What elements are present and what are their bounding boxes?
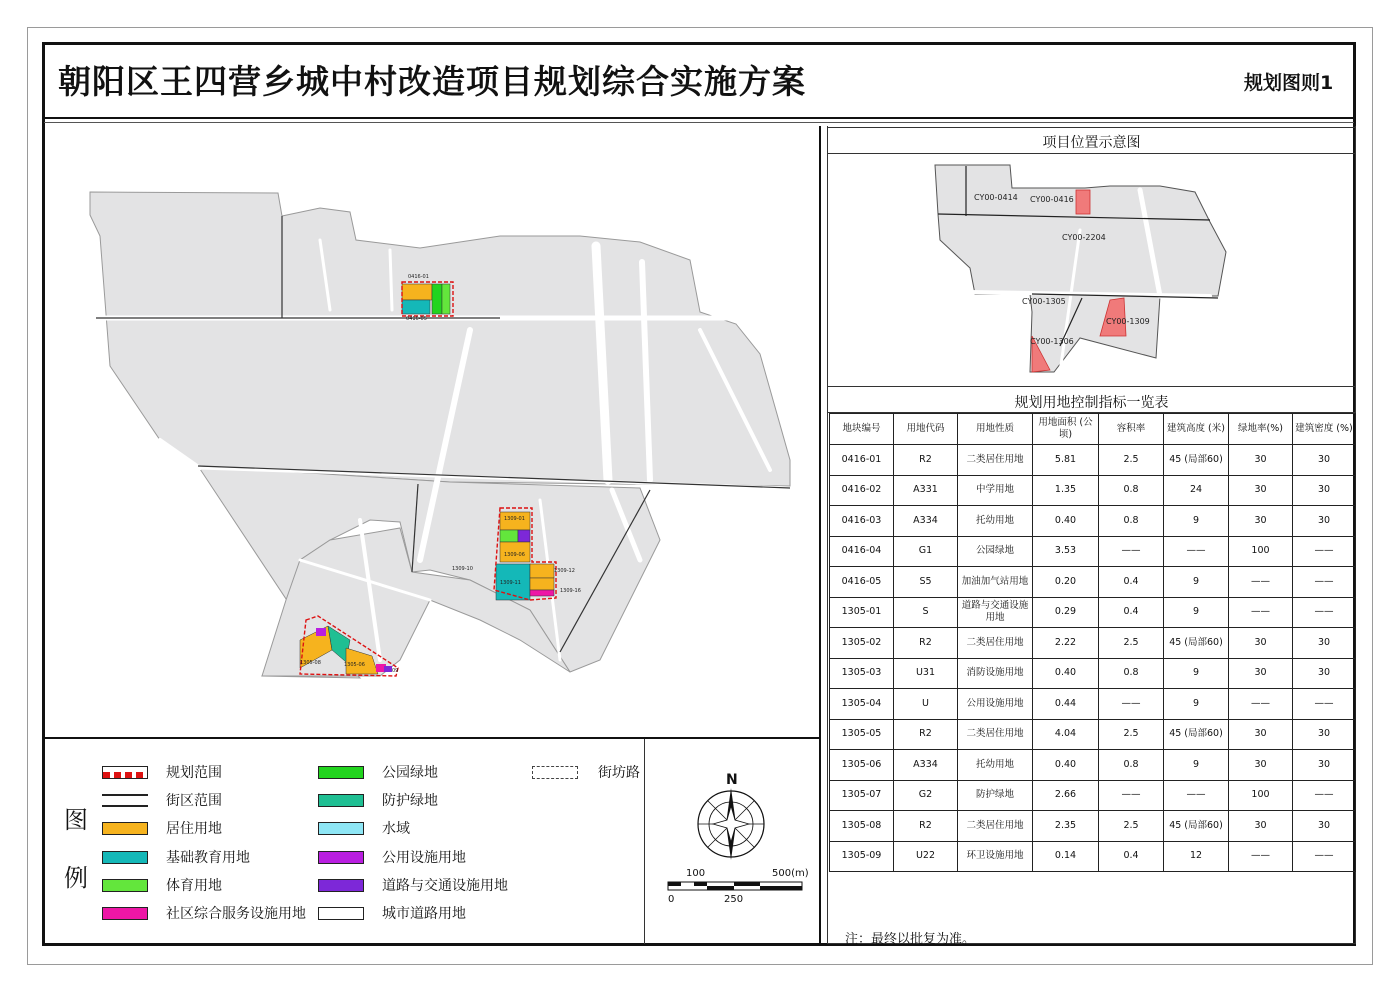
- svg-text:1305-08: 1305-08: [300, 660, 321, 666]
- table-cell: 防护绿地: [958, 780, 1033, 811]
- table-row: [830, 841, 1356, 872]
- table-cell: 环卫设施用地: [958, 841, 1033, 872]
- svg-text:1309-06: 1309-06: [504, 552, 525, 558]
- table-cell: 0.40: [1033, 750, 1099, 781]
- location-map[interactable]: [829, 155, 1355, 385]
- table-cell: 100: [1229, 536, 1293, 567]
- legend-item-utilities: [318, 848, 466, 866]
- color-swatch: [318, 879, 364, 892]
- col-header: 用地代码: [894, 414, 958, 445]
- table-cell: 0416-04: [830, 536, 894, 567]
- table-cell: 0.8: [1099, 475, 1164, 506]
- table-cell: 30: [1293, 750, 1356, 781]
- loc-bottom-line: [828, 386, 1355, 387]
- table-cell: 3.53: [1033, 536, 1099, 567]
- legend-item-planning-boundary: [102, 763, 222, 781]
- table-cell: ——: [1099, 780, 1164, 811]
- map-land-mass: [90, 192, 790, 678]
- table-cell: ——: [1293, 841, 1356, 872]
- color-swatch: [102, 907, 148, 920]
- table-row: [830, 811, 1356, 842]
- table-cell: 2.22: [1033, 628, 1099, 659]
- table-cell: 30: [1293, 811, 1356, 842]
- table-cell: ——: [1293, 597, 1356, 628]
- street-swatch: [532, 766, 578, 779]
- svg-text:0416-05: 0416-05: [406, 316, 427, 322]
- table-cell: ——: [1229, 597, 1293, 628]
- table-cell: 24: [1164, 475, 1229, 506]
- footnote: 注：最终以批复为准。: [845, 932, 976, 947]
- table-cell: 30: [1293, 719, 1356, 750]
- table-row: [830, 475, 1356, 506]
- table-row: [830, 719, 1356, 750]
- table-cell: 2.35: [1033, 811, 1099, 842]
- table-cell: 0.4: [1099, 841, 1164, 872]
- table-cell: 9: [1164, 597, 1229, 628]
- svg-text:1309-01: 1309-01: [504, 516, 525, 522]
- right-panel-left-edge: [827, 126, 828, 944]
- table-row: [830, 597, 1356, 628]
- table-cell: 30: [1229, 506, 1293, 537]
- table-row: [830, 689, 1356, 720]
- table-cell: 9: [1164, 750, 1229, 781]
- table-cell: 30: [1293, 658, 1356, 689]
- dashed-boundary-swatch: [102, 766, 148, 779]
- legend-label: 基础教育用地: [166, 850, 250, 866]
- svg-text:1309-11: 1309-11: [500, 580, 521, 586]
- table-cell: 二类居住用地: [958, 628, 1033, 659]
- table-cell: 5.81: [1033, 445, 1099, 476]
- table-cell: 12: [1164, 841, 1229, 872]
- table-cell: 45 (局部60): [1164, 628, 1229, 659]
- table-cell: 2.5: [1099, 628, 1164, 659]
- table-cell: 4.04: [1033, 719, 1099, 750]
- legend-label: 居住用地: [166, 821, 222, 837]
- table-cell: 0.8: [1099, 506, 1164, 537]
- legend-label: 体育用地: [166, 878, 222, 894]
- table-cell: ——: [1164, 536, 1229, 567]
- table-cell: 公园绿地: [958, 536, 1033, 567]
- table-cell: 45 (局部60): [1164, 445, 1229, 476]
- sheet-label: 规划图则1: [1244, 72, 1334, 94]
- color-swatch: [102, 822, 148, 835]
- table-cell: 1.35: [1033, 475, 1099, 506]
- table-row: [830, 536, 1356, 567]
- location-map-title: 项目位置示意图: [1042, 135, 1141, 151]
- page-title: 朝阳区王四营乡城中村改造项目规划综合实施方案: [58, 62, 806, 101]
- table-cell: 0416-05: [830, 567, 894, 598]
- col-header: 建筑高度 (米): [1164, 414, 1229, 445]
- loc-label-0416: CY00-0416: [1030, 195, 1074, 204]
- table-cell: 9: [1164, 506, 1229, 537]
- north-label: N: [726, 772, 738, 788]
- table-row: [830, 780, 1356, 811]
- legend-label: 规划范围: [166, 765, 222, 781]
- col-header: 容积率: [1099, 414, 1164, 445]
- legend-item-residential: [102, 819, 222, 837]
- table-cell: A331: [894, 475, 958, 506]
- table-cell: 100: [1229, 780, 1293, 811]
- table-cell: R2: [894, 445, 958, 476]
- table-cell: 托幼用地: [958, 506, 1033, 537]
- legend-item-transport: [318, 876, 508, 894]
- color-swatch: [318, 851, 364, 864]
- legend-label: 街坊路: [598, 765, 640, 781]
- table-cell: ——: [1293, 567, 1356, 598]
- svg-text:1309-16: 1309-16: [560, 588, 581, 594]
- table-cell: ——: [1229, 567, 1293, 598]
- table-cell: 0416-03: [830, 506, 894, 537]
- table-cell: 0.14: [1033, 841, 1099, 872]
- table-cell: 0.8: [1099, 658, 1164, 689]
- table-cell: 45 (局部60): [1164, 811, 1229, 842]
- legend-heading-2: 例: [64, 864, 88, 892]
- legend-item-water: [318, 819, 410, 837]
- table-row: [830, 628, 1356, 659]
- color-swatch: [318, 794, 364, 807]
- table-cell: 30: [1229, 445, 1293, 476]
- svg-text:09: 09: [392, 668, 399, 674]
- table-cell: A334: [894, 750, 958, 781]
- legend-item-community: [102, 904, 306, 922]
- table-cell: U22: [894, 841, 958, 872]
- legend-label: 水域: [382, 821, 410, 837]
- table-cell: 托幼用地: [958, 750, 1033, 781]
- table-cell: 0.40: [1033, 506, 1099, 537]
- table-cell: 30: [1293, 445, 1356, 476]
- table-cell: 二类居住用地: [958, 811, 1033, 842]
- table-cell: R2: [894, 628, 958, 659]
- double-line-swatch: [102, 794, 148, 807]
- table-cell: 30: [1229, 475, 1293, 506]
- color-swatch: [318, 766, 364, 779]
- svg-text:1309-12: 1309-12: [554, 568, 575, 574]
- color-swatch: [318, 822, 364, 835]
- table-cell: R2: [894, 719, 958, 750]
- parcels-0416: [402, 282, 453, 316]
- legend-label: 公园绿地: [382, 765, 438, 781]
- table-cell: 1305-04: [830, 689, 894, 720]
- main-planning-map[interactable]: [46, 128, 818, 736]
- title-divider-thin: [44, 122, 1354, 123]
- legend-item-city-road: [318, 904, 466, 922]
- table-cell: 2.66: [1033, 780, 1099, 811]
- table-cell: 道路与交通设施用地: [958, 597, 1033, 628]
- legend-item-park: [318, 763, 438, 781]
- table-cell: S: [894, 597, 958, 628]
- legend-label: 道路与交通设施用地: [382, 878, 508, 894]
- svg-text:0416-01: 0416-01: [408, 274, 429, 280]
- table-cell: ——: [1229, 689, 1293, 720]
- table-cell: 消防设施用地: [958, 658, 1033, 689]
- table-cell: ——: [1293, 689, 1356, 720]
- loc-label-1305: CY00-1305: [1022, 297, 1066, 306]
- table-cell: 二类居住用地: [958, 719, 1033, 750]
- table-row: [830, 506, 1356, 537]
- col-header: 地块编号: [830, 414, 894, 445]
- table-cell: 1305-06: [830, 750, 894, 781]
- table-row: [830, 658, 1356, 689]
- table-cell: 1305-09: [830, 841, 894, 872]
- svg-text:1305-06: 1305-06: [344, 662, 365, 668]
- color-swatch: [102, 851, 148, 864]
- table-cell: 0.4: [1099, 567, 1164, 598]
- table-cell: 公用设施用地: [958, 689, 1033, 720]
- legend-label: 社区综合服务设施用地: [166, 906, 306, 922]
- loc-label-2204: CY00-2204: [1062, 233, 1106, 242]
- table-header-row: [830, 414, 1356, 445]
- legend-label: 街区范围: [166, 793, 222, 809]
- table-cell: 30: [1229, 750, 1293, 781]
- legend-divider: [644, 739, 645, 944]
- legend-item-sports: [102, 876, 222, 894]
- table-cell: 30: [1229, 628, 1293, 659]
- table-row: [830, 750, 1356, 781]
- table-cell: ——: [1293, 780, 1356, 811]
- table-cell: 1305-07: [830, 780, 894, 811]
- table-title: 规划用地控制指标一览表: [1014, 395, 1169, 411]
- loc-label-0414: CY00-0414: [974, 193, 1018, 202]
- title-divider: [44, 117, 1354, 119]
- scale-label-100: 100: [686, 868, 706, 879]
- legend-item-protective-green: [318, 791, 438, 809]
- col-header: 建筑密度 (%): [1293, 414, 1356, 445]
- table-cell: 1305-03: [830, 658, 894, 689]
- table-cell: R2: [894, 811, 958, 842]
- table-cell: 1305-02: [830, 628, 894, 659]
- main-map-bottom: [44, 737, 820, 739]
- col-header: 绿地率(%): [1229, 414, 1293, 445]
- legend-label: 防护绿地: [382, 793, 438, 809]
- table-cell: U: [894, 689, 958, 720]
- loc-label-1306: CY00-1306: [1030, 337, 1074, 346]
- table-row: [830, 445, 1356, 476]
- table-cell: 30: [1293, 628, 1356, 659]
- table-cell: 0.20: [1033, 567, 1099, 598]
- table-cell: ——: [1164, 780, 1229, 811]
- col-header: 用地面积 (公顷): [1033, 414, 1099, 445]
- scale-label-500: 500(m): [772, 868, 809, 879]
- road-swatch: [318, 907, 364, 920]
- loc-label-1309: CY00-1309: [1106, 317, 1150, 326]
- table-cell: 45 (局部60): [1164, 719, 1229, 750]
- table-cell: 30: [1293, 506, 1356, 537]
- table-cell: 9: [1164, 689, 1229, 720]
- legend-item-block-boundary: [102, 791, 222, 809]
- table-cell: 0.29: [1033, 597, 1099, 628]
- table-cell: 2.5: [1099, 445, 1164, 476]
- right-panel-divider: [819, 126, 821, 944]
- table-cell: 9: [1164, 567, 1229, 598]
- table-cell: 9: [1164, 658, 1229, 689]
- table-cell: 1305-01: [830, 597, 894, 628]
- table-cell: S5: [894, 567, 958, 598]
- table-cell: ——: [1293, 536, 1356, 567]
- legend-item-education: [102, 848, 250, 866]
- scale-bar: [666, 880, 806, 894]
- table-body: [830, 445, 1356, 872]
- legend-label: 城市道路用地: [382, 906, 466, 922]
- col-header: 用地性质: [958, 414, 1033, 445]
- table-cell: 1305-05: [830, 719, 894, 750]
- table-cell: 加油加气站用地: [958, 567, 1033, 598]
- table-cell: 0.44: [1033, 689, 1099, 720]
- table-cell: A334: [894, 506, 958, 537]
- legend-label: 公用设施用地: [382, 850, 466, 866]
- table-cell: 30: [1229, 658, 1293, 689]
- svg-text:1309-10: 1309-10: [452, 566, 473, 572]
- table-cell: 0416-01: [830, 445, 894, 476]
- legend-heading-1: 图: [64, 806, 88, 834]
- table-row: [830, 567, 1356, 598]
- table-cell: ——: [1099, 689, 1164, 720]
- table-cell: U31: [894, 658, 958, 689]
- table-cell: 0416-02: [830, 475, 894, 506]
- table-cell: 30: [1229, 811, 1293, 842]
- table-cell: ——: [1099, 536, 1164, 567]
- legend-item-street: [532, 763, 640, 781]
- table-cell: ——: [1229, 841, 1293, 872]
- table-cell: 30: [1293, 475, 1356, 506]
- table-cell: 0.4: [1099, 597, 1164, 628]
- table-cell: 1305-08: [830, 811, 894, 842]
- loc-title-line: [828, 153, 1355, 154]
- table-cell: 二类居住用地: [958, 445, 1033, 476]
- color-swatch: [102, 879, 148, 892]
- panel-top: [828, 127, 1355, 128]
- table-cell: 中学用地: [958, 475, 1033, 506]
- north-arrow-compass: [690, 768, 770, 864]
- table-cell: 0.8: [1099, 750, 1164, 781]
- table-cell: 2.5: [1099, 719, 1164, 750]
- scale-label-0: 0: [668, 894, 675, 905]
- scale-label-250: 250: [724, 894, 744, 905]
- table-cell: 0.40: [1033, 658, 1099, 689]
- land-control-table: [829, 413, 1356, 872]
- table-cell: G1: [894, 536, 958, 567]
- table-cell: 2.5: [1099, 811, 1164, 842]
- table-cell: 30: [1229, 719, 1293, 750]
- table-cell: G2: [894, 780, 958, 811]
